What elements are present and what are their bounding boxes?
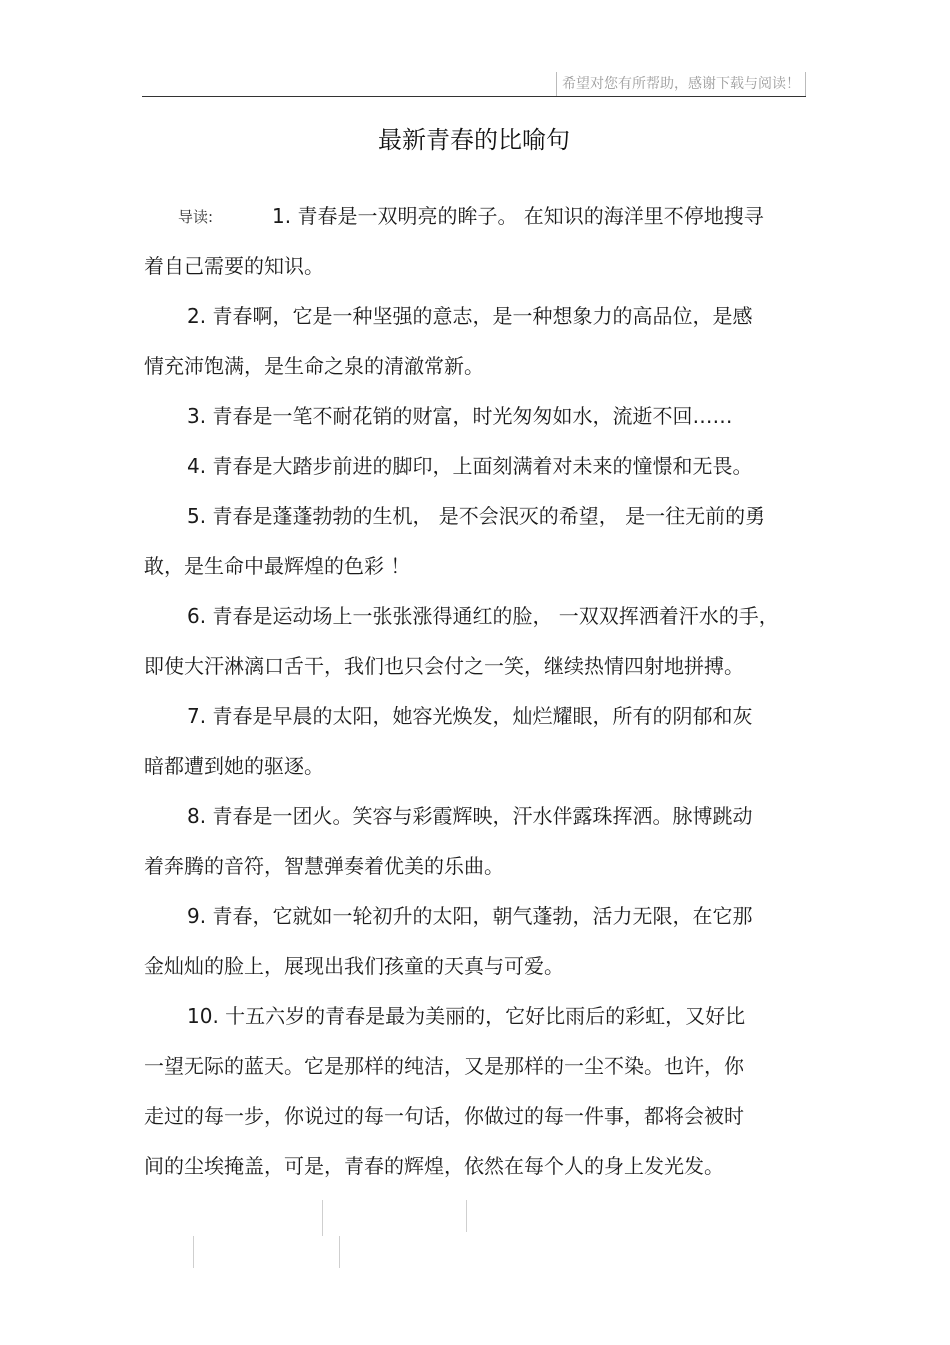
decorative-rule: [193, 1236, 194, 1268]
paragraph-line: 5. 青春是蓬蓬勃勃的生机， 是不会泯灭的希望， 是一往无前的勇: [187, 504, 766, 528]
paragraph-line: 4. 青春是大踏步前进的脚印，上面刻满着对未来的憧憬和无畏。: [187, 454, 753, 478]
paragraph-line: 暗都遭到她的驱逐。: [144, 754, 324, 778]
paragraph-line: 金灿灿的脸上，展现出我们孩童的天真与可爱。: [144, 954, 564, 978]
paragraph-line: 7. 青春是早晨的太阳，她容光焕发，灿烂耀眼，所有的阴郁和灰: [187, 704, 753, 728]
decorative-rule: [466, 1200, 467, 1232]
paragraph-line: 3. 青春是一笔不耐花销的财富，时光匆匆如水，流逝不回……: [187, 404, 733, 428]
header-note: 希望对您有所帮助，感谢下载与阅读！: [556, 72, 806, 96]
paragraph-line: 即使大汗淋漓口舌干，我们也只会付之一笑，继续热情四射地拼搏。: [144, 654, 744, 678]
paragraph-line: 10. 十五六岁的青春是最为美丽的，它好比雨后的彩虹，又好比: [187, 1004, 746, 1028]
paragraph-line: 2. 青春啊，它是一种坚强的意志，是一种想象力的高品位，是感: [187, 304, 753, 328]
paragraph-line: 走过的每一步，你说过的每一句话，你做过的每一件事，都将会被时: [144, 1104, 744, 1128]
paragraph-line: 9. 青春，它就如一轮初升的太阳，朝气蓬勃，活力无限，在它那: [187, 904, 753, 928]
document-title: 最新青春的比喻句: [378, 126, 570, 154]
paragraph-line: 1. 青春是一双明亮的眸子。 在知识的海洋里不停地搜寻: [272, 204, 764, 228]
paragraph-line: 8. 青春是一团火。笑容与彩霞辉映，汗水伴露珠挥洒。脉博跳动: [187, 804, 753, 828]
decorative-rule: [322, 1200, 323, 1236]
decorative-rule: [339, 1236, 340, 1268]
paragraph-line: 6. 青春是运动场上一张张涨得通红的脸， 一双双挥洒着汗水的手，: [187, 604, 779, 628]
paragraph-line: 着奔腾的音符，智慧弹奏着优美的乐曲。: [144, 854, 504, 878]
paragraph-line: 敢，是生命中最辉煌的色彩 ！: [144, 554, 411, 578]
header-divider: [142, 96, 806, 97]
lead-label: 导读:: [178, 208, 214, 226]
paragraph-line: 间的尘埃掩盖，可是，青春的辉煌，依然在每个人的身上发光发。: [144, 1154, 724, 1178]
paragraph-line: 情充沛饱满，是生命之泉的清澈常新。: [144, 354, 484, 378]
paragraph-line: 一望无际的蓝天。它是那样的纯洁，又是那样的一尘不染。也许，你: [144, 1054, 744, 1078]
paragraph-line: 着自己需要的知识。: [144, 254, 324, 278]
